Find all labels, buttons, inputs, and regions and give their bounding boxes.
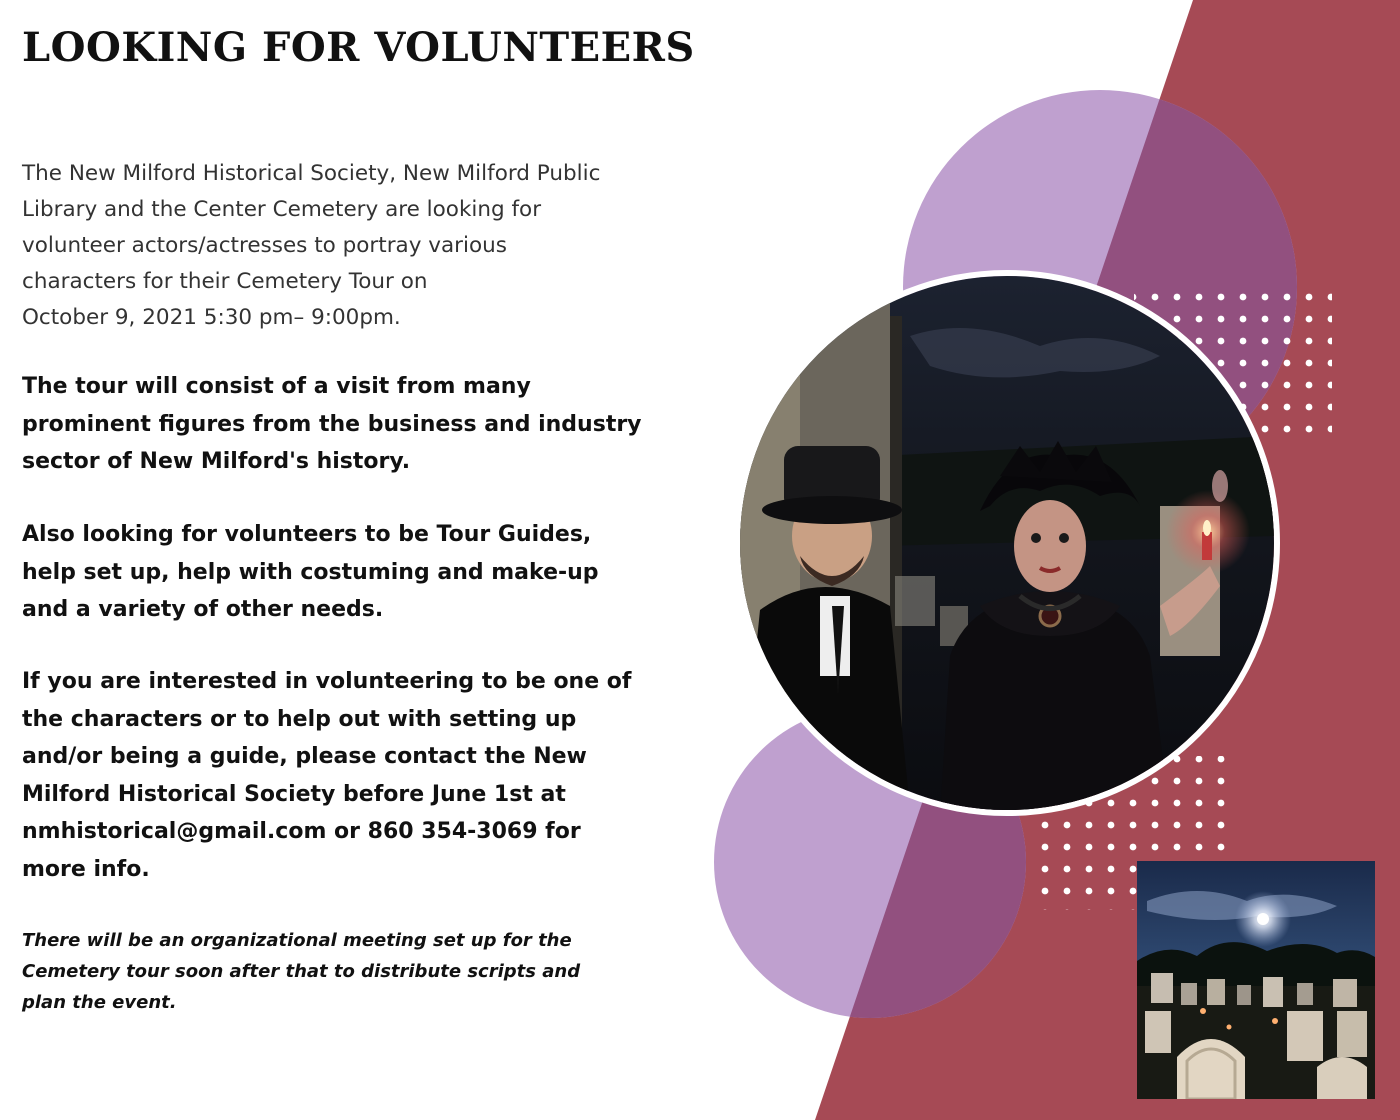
moonlit-cemetery-photo	[1137, 861, 1375, 1099]
tour-line: prominent figures from the business and industry	[22, 411, 642, 437]
note-line: Cemetery tour soon after that to distribute scripts and	[22, 961, 581, 982]
note-line: There will be an organizational meeting set up for the	[22, 930, 572, 951]
meeting-note	[22, 925, 702, 1018]
intro-line: The New Milford Historical Society, New Milford Public	[22, 161, 601, 186]
guides-line: Also looking for volunteers to be Tour Guides,	[22, 522, 592, 547]
tour-line: sector of New Milford's history.	[22, 449, 411, 474]
intro-line: characters for their Cemetery Tour on	[22, 269, 428, 294]
guides-line: help set up, help with costuming and make-up	[22, 559, 599, 585]
tour-line: The tour will consist of a visit from many	[22, 374, 531, 399]
moonlit-cemetery-illustration	[1137, 861, 1375, 1099]
intro-line: volunteer actors/actresses to portray various	[22, 233, 507, 258]
contact-line: Milford Historical Society before June 1st at	[22, 781, 566, 807]
guides-paragraph	[22, 516, 722, 629]
note-line: plan the event.	[22, 992, 177, 1013]
tour-paragraph	[22, 368, 722, 481]
contact-line: more info.	[22, 856, 150, 882]
contact-line: and/or being a guide, please contact the New	[22, 744, 587, 769]
contact-line: nmhistorical@gmail.com or 860 354-3069 for	[22, 819, 581, 844]
intro-line: October 9, 2021 5:30 pm– 9:00pm.	[22, 305, 401, 330]
intro-paragraph	[22, 156, 742, 336]
page-title: LOOKING FOR VOLUNTEERS	[22, 24, 695, 71]
contact-line: the characters or to help out with setting up	[22, 706, 577, 732]
costumed-couple-photo	[734, 270, 1280, 816]
guides-line: and a variety of other needs.	[22, 597, 384, 622]
costumed-couple-illustration	[740, 276, 1274, 810]
contact-line: If you are interested in volunteering to be one of	[22, 669, 632, 694]
intro-line: Library and the Center Cemetery are looking for	[22, 197, 542, 222]
contact-paragraph	[22, 663, 722, 888]
